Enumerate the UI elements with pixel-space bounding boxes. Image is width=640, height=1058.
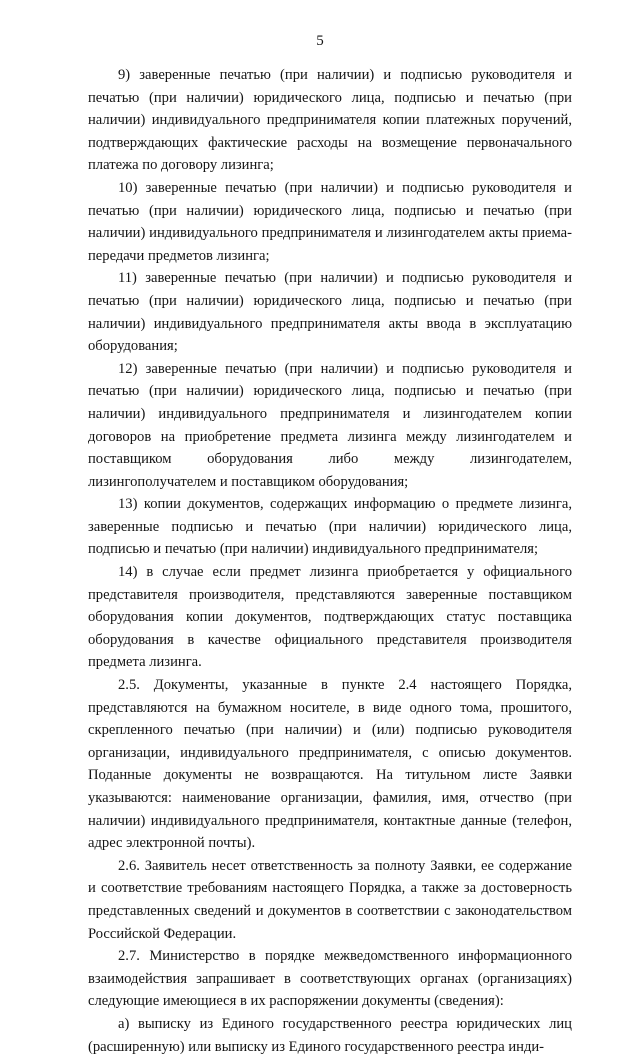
- paragraph-item-9: 9) заверенные печатью (при наличии) и подписью руководителя и печатью (при наличии) юридического лица, подписью и печатью (при наличии) индивидуального предпринимателя копии платежных поручений, подтверждающих фактические расходы на возмещение первоначального платежа по договору лизинга;: [88, 67, 572, 174]
- document-body: [88, 64, 572, 1058]
- paragraph-item-a: а) выписку из Единого государственного реестра юридических лиц (расширенную) или выписку из Единого государственного реестра инди-: [88, 1015, 572, 1055]
- page-number: 5: [316, 33, 324, 49]
- paragraph-section-2-5: 2.5. Документы, указанные в пункте 2.4 настоящего Порядка, представляются на бумажном носителе, в виде одного тома, прошитого, скрепленного печатью (при наличии) и (или) подписью руководителя организации, индивидуального предпринимателя, с описью документов. Поданные документы не возвращаются. На титульном листе Заявки указываются: наименование организации, фамилия, имя, отчество (при наличии) индивидуального предпринимателя, контактные данные (телефон, адрес электронной почты).: [88, 677, 572, 852]
- paragraph-item-13: 13) копии документов, содержащих информацию о предмете лизинга, заверенные подписью и печатью (при наличии) юридического лица, подписью и печатью (при наличии) индивидуального предпринимателя;: [88, 496, 572, 558]
- paragraph-item-12: 12) заверенные печатью (при наличии) и подписью руководителя и печатью (при наличии) юридического лица, подписью и печатью (при наличии) индивидуального предпринимателя и лизингодателем копии договоров на приобретение предмета лизинга между лизингодателем и поставщиком оборудования либо между лизингодателем, лизингополучателем и поставщиком оборудования;: [88, 360, 572, 490]
- paragraph-section-2-6: 2.6. Заявитель несет ответственность за полноту Заявки, ее содержание и соответствие требованиям настоящего Порядка, а также за достоверность представленных сведений и документов в соответствии с законодательством Российской Федерации.: [88, 857, 572, 942]
- paragraph-item-14: 14) в случае если предмет лизинга приобретается у официального представителя производителя, представляются заверенные поставщиком оборудования копии документов, подтверждающих статус поставщика оборудования в качестве официального представителя производителя предмета лизинга.: [88, 564, 572, 671]
- paragraph-section-2-7: 2.7. Министерство в порядке межведомственного информационного взаимодействия запрашивает в соответствующих органах (организациях) следующие имеющиеся в их распоряжении документы (сведения):: [88, 948, 572, 1010]
- paragraph-item-11: 11) заверенные печатью (при наличии) и подписью руководителя и печатью (при наличии) юридического лица, подписью и печатью (при наличии) индивидуального предпринимателя акты ввода в эксплуатацию оборудования;: [88, 270, 572, 355]
- paragraph-item-10: 10) заверенные печатью (при наличии) и подписью руководителя и печатью (при наличии) юридического лица, подписью и печатью (при наличии) индивидуального предпринимателя и лизингодателем акты приема-передачи предметов лизинга;: [88, 179, 572, 264]
